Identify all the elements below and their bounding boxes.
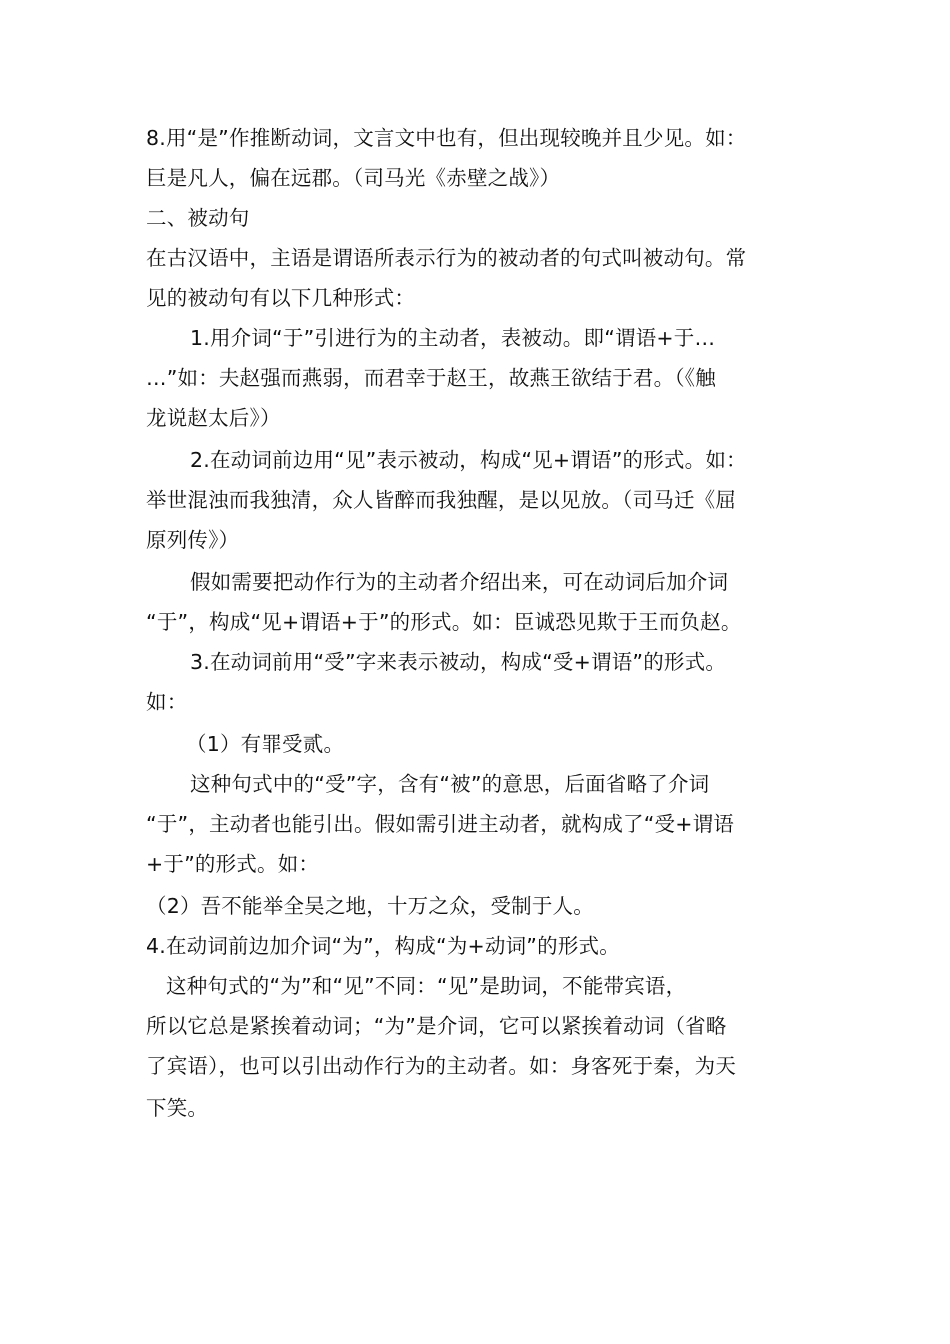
text-line: 见的被动句有以下几种形式： [146, 286, 416, 310]
text-line: 龙说赵太后》） [146, 406, 281, 430]
list-item: 4.在动词前边加介词“为”，构成“为+动词”的形式。 [146, 934, 620, 958]
text-line: 巨是凡人，偏在远郡。（司马光《赤壁之战》） [146, 166, 561, 190]
example-line: （1）有罪受贰。 [186, 732, 345, 756]
text-line: 这种句式中的“受”字，含有“被”的意思，后面省略了介词 [190, 772, 710, 796]
text-line: 在古汉语中，主语是谓语所表示行为的被动者的句式叫被动句。常 [146, 246, 747, 270]
text-line: 下笑。 [146, 1096, 209, 1120]
list-item: 1.用介词“于”引进行为的主动者，表被动。即“谓语+于… [190, 326, 716, 350]
list-item: 3.在动词前用“受”字来表示被动，构成“受+谓语”的形式。 [190, 650, 727, 674]
text-line: 这种句式的“为”和“见”不同：“见”是助词，不能带宾语， [166, 974, 687, 998]
text-line: “于”，构成“见+谓语+于”的形式。如：臣诚恐见欺于王而负赵。 [146, 610, 742, 634]
text-line: 如： [146, 690, 188, 714]
text-line: 所以它总是紧挨着动词；“为”是介词，它可以紧挨着动词（省略 [146, 1014, 727, 1038]
text-line: 8.用“是”作推断动词，文言文中也有，但出现较晚并且少见。如： [146, 126, 747, 150]
text-line: “于”，主动者也能引出。假如需引进主动者，就构成了“受+谓语 [146, 812, 735, 836]
list-item: 2.在动词前边用“见”表示被动，构成“见+谓语”的形式。如： [190, 448, 747, 472]
text-line: 假如需要把动作行为的主动者介绍出来，可在动词后加介词 [190, 570, 729, 594]
text-line: …”如：夫赵强而燕弱，而君幸于赵王，故燕王欲结于君。（《触 [146, 366, 716, 390]
section-heading: 二、被动句 [146, 206, 250, 230]
text-line: 原列传》） [146, 528, 240, 552]
text-line: 了宾语），也可以引出动作行为的主动者。如：身客死于秦，为天 [146, 1054, 737, 1078]
example-line: （2）吾不能举全吴之地，十万之众，受制于人。 [146, 894, 594, 918]
text-line: 举世混浊而我独清，众人皆醉而我独醒，是以见放。（司马迁《屈 [146, 488, 737, 512]
text-line: +于”的形式。如： [146, 852, 320, 876]
